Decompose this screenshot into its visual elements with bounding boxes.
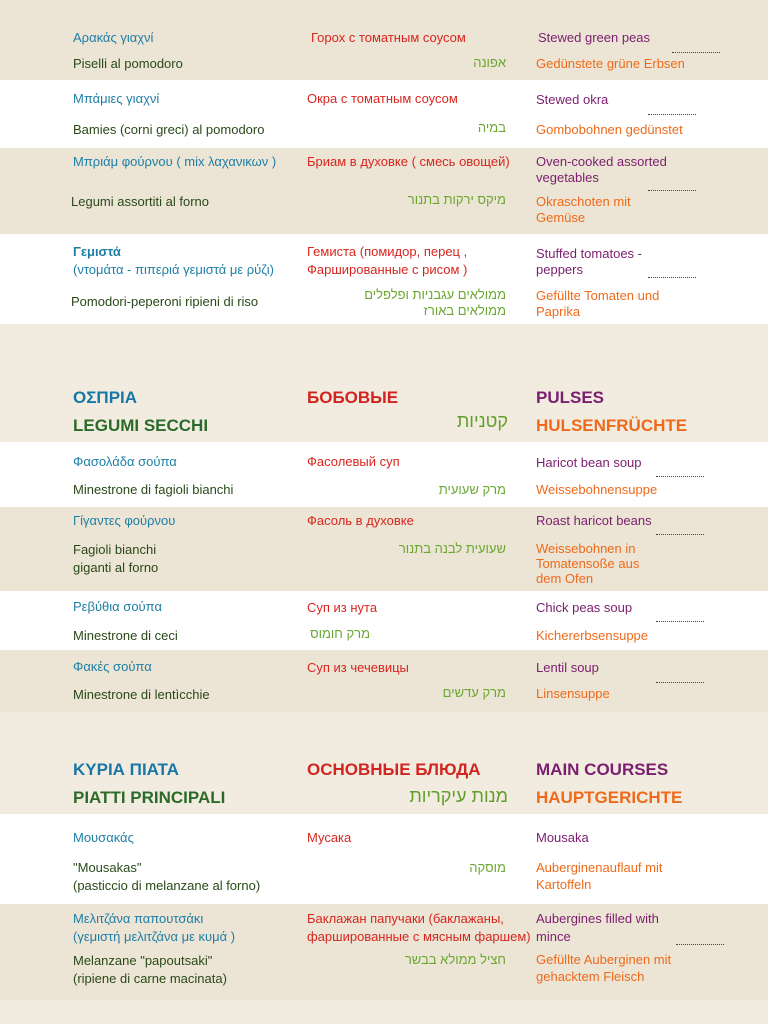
item-name-english: Mousaka (536, 830, 589, 845)
item-name-german: Kartoffeln (536, 877, 592, 892)
item-name-italian: Piselli al pomodoro (73, 56, 183, 71)
item-name-russian: Гемиста (помидор, перец , (307, 244, 468, 259)
item-name-greek: (γεμιστή μελιτζάνα με κυμά ) (73, 929, 236, 944)
item-name-italian: "Mousakas" (73, 860, 142, 875)
item-name-russian: Бриам в духовке ( смесь овощей) (307, 154, 510, 169)
item-name-greek: Ρεβύθια σούπα (73, 599, 162, 614)
item-name-german: Gemüse (536, 210, 586, 225)
item-name-english: Stewed green peas (538, 30, 651, 45)
item-name-hebrew: מוסקה (469, 860, 506, 875)
item-name-hebrew: מרק חומוס (310, 626, 370, 641)
item-name-italian: Minestrone di ceci (73, 628, 178, 643)
section-title-german: HAUPTGERICHTE (536, 788, 683, 807)
item-name-german: Auberginenauflauf mit (536, 860, 663, 875)
item-name-german: Okraschoten mit (536, 194, 631, 209)
item-name-german: dem Ofen (536, 571, 594, 586)
price-placeholder (656, 682, 704, 683)
item-name-hebrew: ממולאים עגבניות ופלפלים (364, 287, 506, 302)
item-name-english: Chick peas soup (536, 600, 633, 615)
section-title-italian: PIATTI PRINCIPALI (73, 788, 226, 807)
item-name-hebrew: מיקס ירקות בתנור (407, 192, 506, 207)
item-name-english: Stuffed tomatoes - (536, 246, 642, 261)
item-name-greek: Αρακάς γιαχνί (73, 30, 154, 45)
item-name-italian: Legumi assortiti al forno (71, 194, 210, 209)
item-name-german: Gefüllte Auberginen mit (536, 952, 672, 967)
item-name-german: Linsensuppe (536, 686, 610, 701)
section-title-hebrew: קטניות (456, 411, 508, 431)
item-name-italian: (pasticcio di melanzane al forno) (73, 878, 261, 893)
item-name-greek: Γίγαντες φούρνου (73, 513, 176, 528)
section-title-russian: БОБОВЫЕ (307, 388, 399, 407)
item-name-english: Lentil soup (536, 660, 599, 675)
item-name-italian: Minestrone di fagioli bianchi (73, 482, 234, 497)
section-title-italian: LEGUMI SECCHI (73, 416, 209, 435)
item-name-german: Tomatensoße aus (536, 556, 640, 571)
price-placeholder (672, 52, 720, 53)
item-name-italian: Fagioli bianchi (73, 542, 157, 557)
section-title-greek: ΟΣΠΡΙΑ (73, 388, 138, 407)
section-title-russian: ОСНОВНЫЕ БЛЮДА (307, 760, 481, 779)
item-name-english: Roast haricot beans (536, 513, 652, 528)
item-name-greek: Μπάμιες γιαχνί (73, 91, 160, 106)
section-title-german: HULSENFRÜCHTE (536, 416, 688, 435)
item-name-russian: фаршированные с мясным фаршем) (307, 929, 531, 944)
item-name-russian: Окра с томатным соусом (307, 91, 458, 106)
item-name-german: Gombobohnen gedünstet (536, 122, 683, 137)
item-name-english: vegetables (536, 170, 599, 185)
item-name-greek: Φακές σούπα (73, 659, 152, 674)
item-name-hebrew: חציל ממולא בבשר (404, 952, 506, 967)
section-title-english: MAIN COURSES (536, 760, 669, 779)
item-name-hebrew: מרק שעועית (438, 482, 506, 497)
item-name-hebrew: אפונה (473, 55, 506, 70)
item-name-russian: Фаршированные с рисом ) (307, 262, 468, 277)
item-name-italian: Melanzane "papoutsaki" (73, 953, 213, 968)
item-name-hebrew: מרק עדשים (442, 685, 506, 700)
item-name-german: Gefüllte Tomaten und (536, 288, 660, 303)
item-name-russian: Мусака (307, 830, 352, 845)
item-name-italian: (ripiene di carne macinata) (73, 971, 227, 986)
item-name-german: Weissebohnensuppe (536, 482, 658, 497)
item-name-greek: Μουσακάς (73, 830, 134, 845)
item-name-english: peppers (536, 262, 583, 277)
item-name-english: Haricot bean soup (536, 455, 642, 470)
item-name-german: Paprika (536, 304, 581, 319)
price-placeholder (656, 621, 704, 622)
item-name-english: Oven-cooked assorted (536, 154, 667, 169)
price-placeholder (656, 534, 704, 535)
item-name-russian: Горох с томатным соусом (311, 30, 466, 45)
item-name-russian: Суп из нута (307, 600, 378, 615)
item-name-hebrew: במיה (477, 120, 506, 135)
price-placeholder (648, 190, 696, 191)
item-name-greek: Μπριάμ φούρνου ( mix λαχανικων ) (73, 154, 277, 169)
item-name-english: mince (536, 929, 571, 944)
item-name-greek: Φασολάδα σούπα (73, 454, 177, 469)
item-name-german: Gedünstete grüne Erbsen (536, 56, 685, 71)
item-name-greek: (ντομάτα - πιπεριά γεμιστά με ρύζι) (73, 262, 274, 277)
price-placeholder (648, 114, 696, 115)
price-placeholder (676, 944, 724, 945)
item-name-german: gehacktem Fleisch (536, 969, 645, 984)
item-name-russian: Баклажан папучаки (баклажаны, (307, 911, 504, 926)
item-name-italian: Bamies (corni greci) al pomodoro (73, 122, 265, 137)
item-name-english: Stewed okra (536, 92, 609, 107)
item-name-english: Aubergines filled with (536, 911, 659, 926)
section-title-english: PULSES (536, 388, 605, 407)
price-placeholder (656, 476, 704, 477)
item-name-russian: Суп из чечевицы (307, 660, 409, 675)
item-name-german: Weissebohnen in (536, 541, 636, 556)
item-name-italian: giganti al forno (73, 560, 159, 575)
item-name-italian: Pomodori-peperoni ripieni di riso (71, 294, 259, 309)
item-name-german: Kichererbsensuppe (536, 628, 649, 643)
section-title-greek: ΚΥΡΙΑ ΠΙΑΤΑ (73, 760, 179, 779)
item-name-hebrew: ממולאים באורז (423, 303, 506, 318)
item-name-russian: Фасоль в духовке (307, 513, 414, 528)
section-title-hebrew: מנות עיקריות (409, 786, 508, 806)
item-name-italian: Minestrone di lentìcchie (73, 687, 210, 702)
item-name-greek: Μελιτζάνα παπουτσάκι (73, 911, 204, 926)
item-name-greek: Γεμιστά (73, 244, 121, 259)
price-placeholder (648, 277, 696, 278)
item-name-russian: Фасолевый суп (307, 454, 400, 469)
item-name-hebrew: שעועית לבנה בתנור (398, 541, 506, 556)
